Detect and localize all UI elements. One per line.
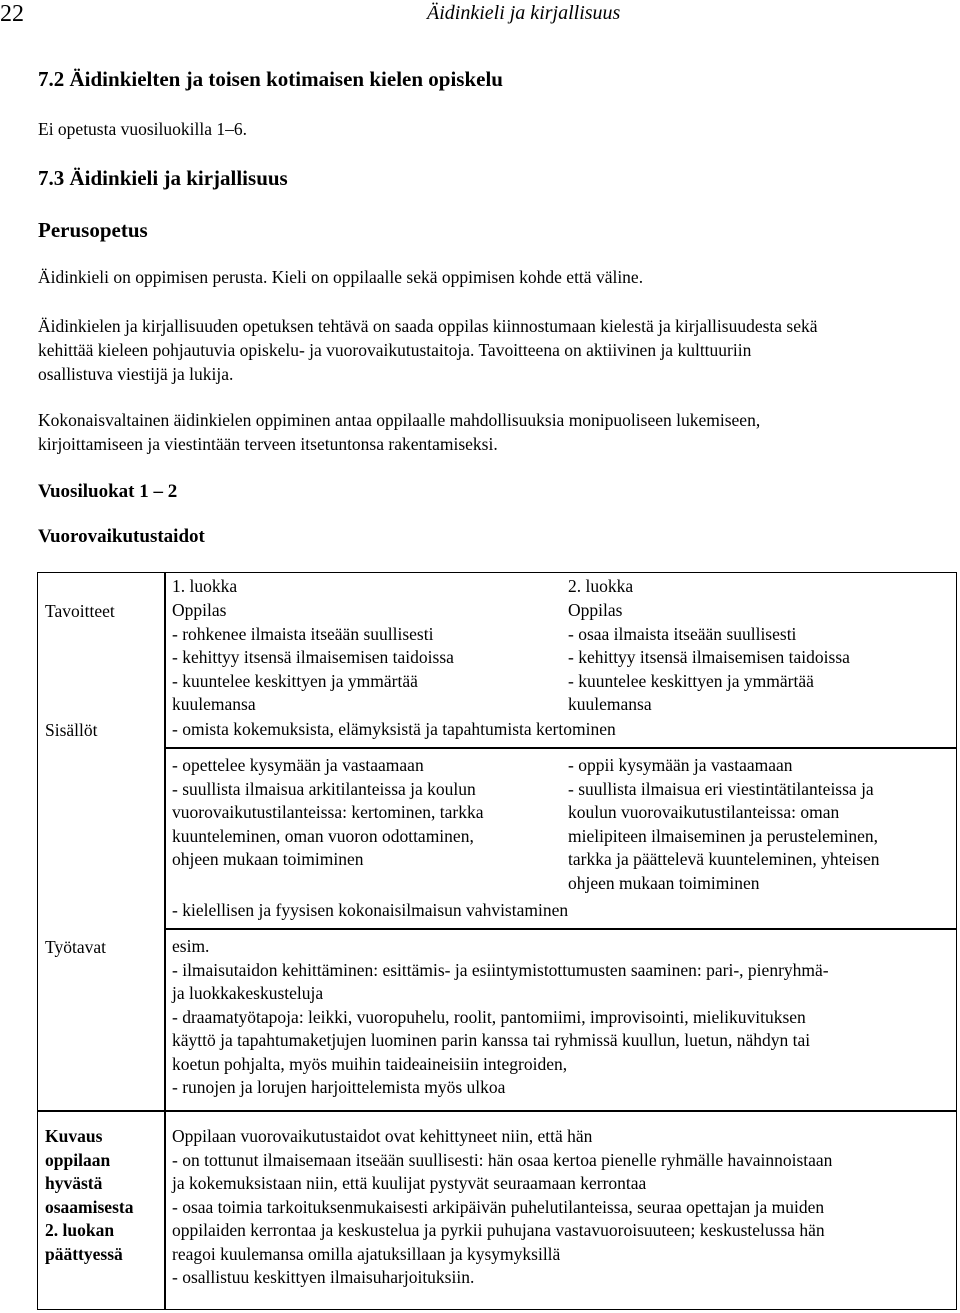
kuvaus-content (172, 1125, 832, 1290)
section-7-2-note: Ei opetusta vuosiluokilla 1–6. (38, 119, 248, 139)
row-label-kuvaus-line: päättyessä (45, 1243, 123, 1264)
table-text-line: mielipiteen ilmaiseminen ja perusteleminen, (568, 825, 879, 846)
table-text-line: Oppilas (172, 600, 227, 620)
table-text-line: - kehittyy itsensä ilmaisemisen taidoissa (568, 647, 850, 667)
sisallot-grade-1 (172, 754, 484, 872)
col-header-grade-2: 2. luokka (568, 576, 634, 596)
table-text-line: - osallistuu keskittyen ilmaisuharjoituksiin. (172, 1267, 475, 1287)
table-text-line: - kuuntelee keskittyen ja ymmärtää (172, 670, 418, 691)
table-text-line: kuulemansa (172, 694, 256, 714)
running-header: Äidinkieli ja kirjallisuus (427, 2, 621, 24)
table-divider (37, 1110, 957, 1112)
table-text-line: käyttö ja tapahtumaketjujen luominen parin kanssa tai ryhmissä kuullun, luetun, nähdyn tai (172, 1030, 811, 1050)
sisallot-common-2: - kielellisen ja fyysisen kokonaisilmaisun vahvistaminen (172, 900, 569, 920)
col-header-grade-1: 1. luokka (172, 576, 238, 596)
table-text-line: - kehittyy itsensä ilmaisemisen taidoissa (172, 647, 454, 667)
table-divider (164, 747, 957, 749)
row-label-tyotavat: Työtavat (45, 937, 106, 957)
vuosiluokat-heading: Vuosiluokat 1 – 2 (38, 481, 178, 502)
perusopetus-heading: Perusopetus (38, 218, 148, 242)
table-text-line: ja luokkakeskusteluja (172, 983, 324, 1003)
table-text-line: - osaa ilmaista itseään suullisesti (568, 623, 797, 644)
table-text-line: tarkka ja päättelevä kuunteleminen, yhteisen (568, 849, 880, 869)
row-label-kuvaus (45, 1125, 133, 1266)
paragraph-1-line: osallistuva viestijä ja lukija. (38, 364, 234, 384)
section-7-3-title: 7.3 Äidinkieli ja kirjallisuus (38, 166, 288, 190)
row-label-kuvaus-line: Kuvaus (45, 1126, 103, 1146)
row-label-tavoitteet: Tavoitteet (45, 601, 115, 621)
section-7-2-title: 7.2 Äidinkielten ja toisen kotimaisen kielen opiskelu (38, 67, 503, 91)
paragraph-1 (38, 314, 923, 386)
vuorovaikutustaidot-heading: Vuorovaikutustaidot (38, 526, 205, 547)
page-number: 22 (0, 1, 24, 27)
paragraph-1-line: kehittää kieleen pohjautuvia opiskelu- ja vuorovaikutustaitoja. Tavoitteena on aktiivinen ja kulttuuriin (38, 340, 752, 360)
table-text-line: - osaa toimia tarkoituksenmukaisesti arkipäivän puhelutilanteissa, seuraa opettajan ja muiden (172, 1196, 825, 1217)
paragraph-2 (38, 408, 923, 456)
row-label-kuvaus-line: hyvästä (45, 1173, 103, 1193)
table-text-line: koetun pohjalta, myös muihin taideaineisiin integroiden, (172, 1053, 568, 1074)
tavoitteet-grade-1 (172, 599, 454, 717)
table-text-line: - rohkenee ilmaista itseään suullisesti (172, 623, 434, 644)
sisallot-grade-2 (568, 754, 879, 895)
table-text-line: Oppilas (568, 600, 623, 620)
table-text-line: - opettelee kysymään ja vastaamaan (172, 755, 424, 775)
row-label-kuvaus-line: 2. luokan (45, 1220, 115, 1240)
table-text-line: ohjeen mukaan toimiminen (172, 849, 364, 869)
table-text-line: Oppilaan vuorovaikutustaidot ovat kehittyneet niin, että hän (172, 1126, 593, 1146)
table-text-line: - ilmaisutaidon kehittäminen: esittämis- ja esiintymistottumusten saaminen: pari-, pienryhmä- (172, 959, 829, 980)
table-text-line: - kuuntelee keskittyen ja ymmärtää (568, 670, 814, 691)
row-label-kuvaus-line: oppilaan (45, 1149, 111, 1170)
sisallot-common: - omista kokemuksista, elämyksistä ja tapahtumista kertominen (172, 719, 616, 739)
table-text-line: - suullista ilmaisua eri viestintätilanteissa ja (568, 778, 874, 799)
table-text-line: oppilaiden kerrontaa ja keskustelua ja pyrkii puhujana vastavuoroisuuteen; keskustelussa hän (172, 1220, 825, 1240)
table-divider (164, 572, 166, 1310)
tyotavat-content (172, 935, 829, 1100)
paragraph-2-line: Kokonaisvaltainen äidinkielen oppiminen antaa oppilaalle mahdollisuuksia monipuoliseen lukemiseen, (38, 410, 761, 430)
table-text-line: - on tottunut ilmaisemaan itseään suullisesti: hän osaa kertoa pienelle ryhmälle havainnoistaan (172, 1149, 833, 1170)
table-text-line: kuunteleminen, oman vuoron odottaminen, (172, 825, 474, 846)
table-text-line: esim. (172, 936, 210, 956)
table-text-line: ja kokemuksistaan niin, että kuulijat pystyvät seuraamaan kerrontaa (172, 1173, 647, 1193)
intro-text: Äidinkieli on oppimisen perusta. Kieli on oppilaalle sekä oppimisen kohde että väline. (38, 267, 644, 287)
table-divider (164, 928, 957, 930)
tavoitteet-grade-2 (568, 599, 850, 717)
row-label-sisallot: Sisällöt (45, 720, 98, 740)
table-text-line: reagoi kuulemansa omilla ajatuksillaan ja kysymyksillä (172, 1243, 561, 1264)
paragraph-1-line: Äidinkielen ja kirjallisuuden opetuksen tehtävä on saada oppilas kiinnostumaan kielestä ja kirjallisuudesta sekä (38, 316, 818, 336)
table-text-line: vuorovaikutustilanteissa: kertominen, tarkka (172, 802, 484, 822)
table-text-line: ohjeen mukaan toimiminen (568, 872, 760, 893)
paragraph-2-line: kirjoittamiseen ja viestintään terveen itsetuntonsa rakentamiseksi. (38, 434, 498, 454)
table-text-line: - runojen ja lorujen harjoittelemista myös ulkoa (172, 1077, 506, 1097)
table-text-line: koulun vuorovaikutustilanteissa: oman (568, 802, 840, 822)
table-text-line: - oppii kysymään ja vastaamaan (568, 755, 793, 775)
table-text-line: kuulemansa (568, 694, 652, 714)
table-text-line: - draamatyötapoja: leikki, vuoropuhelu, roolit, pantomiimi, improvisointi, mielikuvituksen (172, 1006, 806, 1027)
row-label-kuvaus-line: osaamisesta (45, 1196, 134, 1217)
table-text-line: - suullista ilmaisua arkitilanteissa ja koulun (172, 778, 476, 799)
